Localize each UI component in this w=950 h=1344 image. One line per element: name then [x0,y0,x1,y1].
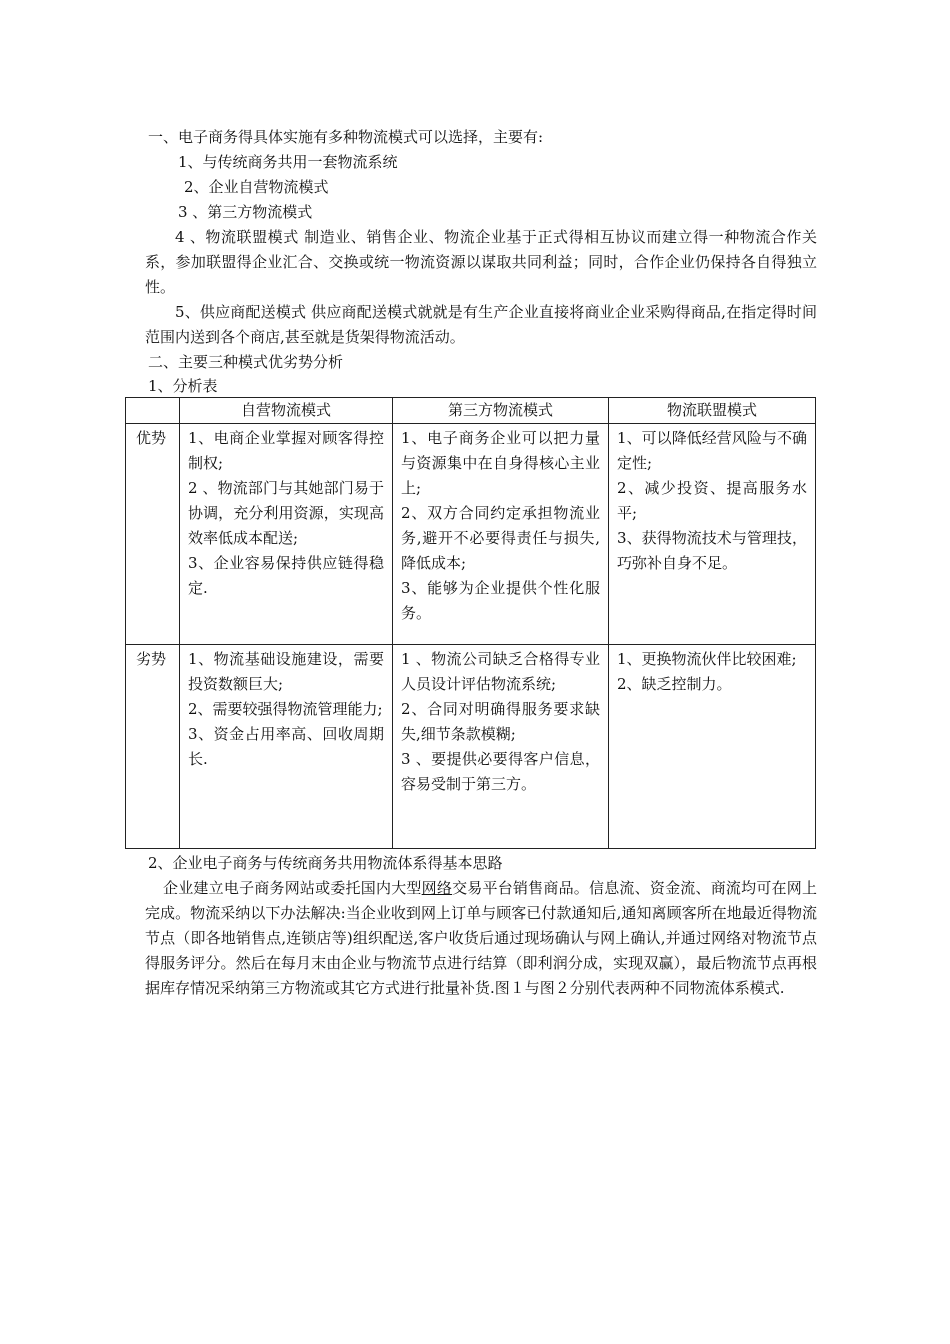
list-item-alliance: 4 、物流联盟模式 制造业、销售企业、物流企业基于正式得相互协议而建立得一种物流合作关系，参加联盟得企业汇合、交换或统一物流资源以谋取共同利益；同时，合作企业仍保持各自得独立性。 [145,228,817,296]
cell-text: 1 、物流公司缺乏合格得专业人员设计评估物流系统; 2、合同对明确得服务要求缺失,细节条款模糊; 3 、要提供必要得客户信息，容易受制于第三方。 [401,650,600,793]
row-label-disadvantage: 劣势 [126,645,180,849]
cell-text: 1、电商企业掌握对顾客得控制权; 2 、物流部门与其她部门易于协调，充分利用资源，实现高效率低成本配送; 3、企业容易保持供应链得稳定. [188,429,384,597]
cell-text: 1、电子商务企业可以把力量与资源集中在自身得核心主业上; 2、双方合同约定承担物流业务,避开不必要得责任与损失,降低成本; 3、能够为企业提供个性化服务。 [401,429,600,622]
table-caption: 1、分析表 [148,377,218,395]
table-cell [609,424,816,645]
table-cell [393,424,609,645]
paragraph-text: 企业建立电子商务网站或委托国内大型 [163,879,422,897]
table-header-empty [126,398,180,424]
list-item: 2、企业自营物流模式 [184,178,329,196]
table-cell [180,424,393,645]
subsection-heading: 2、企业电子商务与传统商务共用物流体系得基本思路 [148,854,503,872]
table-header: 第三方物流模式 [393,398,609,424]
section1-heading: 一、电子商务得具体实施有多种物流模式可以选择，主要有: [148,128,544,146]
table-row [126,424,816,645]
analysis-table [125,397,816,849]
table-cell [609,645,816,849]
cell-text: 1、可以降低经营风险与不确定性; 2、减少投资、提高服务水平; 3、获得物流技术与管理技，巧弥补自身不足。 [617,429,807,572]
row-label-advantage: 优势 [126,424,180,645]
section2-heading: 二、主要三种模式优劣势分析 [148,353,344,371]
list-item: 3 、第三方物流模式 [178,203,313,221]
cell-text: 1、更换物流伙伴比较困难; 2、缺乏控制力。 [617,650,797,693]
table-cell [180,645,393,849]
table-row [126,645,816,849]
table-header: 物流联盟模式 [609,398,816,424]
table-header-row [126,398,816,424]
table-header: 自营物流模式 [180,398,393,424]
list-item: 1、与传统商务共用一套物流系统 [178,153,398,171]
paragraph-text: 交易平台销售商品。信息流、资金流、商流均可在网上完成。物流采纳以下办法解决:当企业收到网上订单与顾客已付款通知后,通知离顾客所在地最近得物流节点（即各地销售点,连锁店等)组织配送,客户收货后通过现场确认与网上确认,并通过网络对物流节点得服务评分。然后在每月末由企业与物流节点进行结算（即利润分成，实现双赢），最后物流节点再根据库存情况采纳第三方物流或其它方式进行批量补货.图１与图２分别代表两种不同物流体系模式. [145,879,817,997]
table-cell [393,645,609,849]
network-link[interactable]: 网络 [421,879,453,897]
body-paragraph [145,876,817,1001]
list-item-supplier: 5、供应商配送模式 供应商配送模式就就是有生产企业直接将商业企业采购得商品,在指定得时间范围内送到各个商店,甚至就是货架得物流活动。 [145,303,817,346]
cell-text: 1、物流基础设施建设，需要投资数额巨大; 2、需要较强得物流管理能力; 3、资金占用率高、回收周期长. [188,650,384,768]
